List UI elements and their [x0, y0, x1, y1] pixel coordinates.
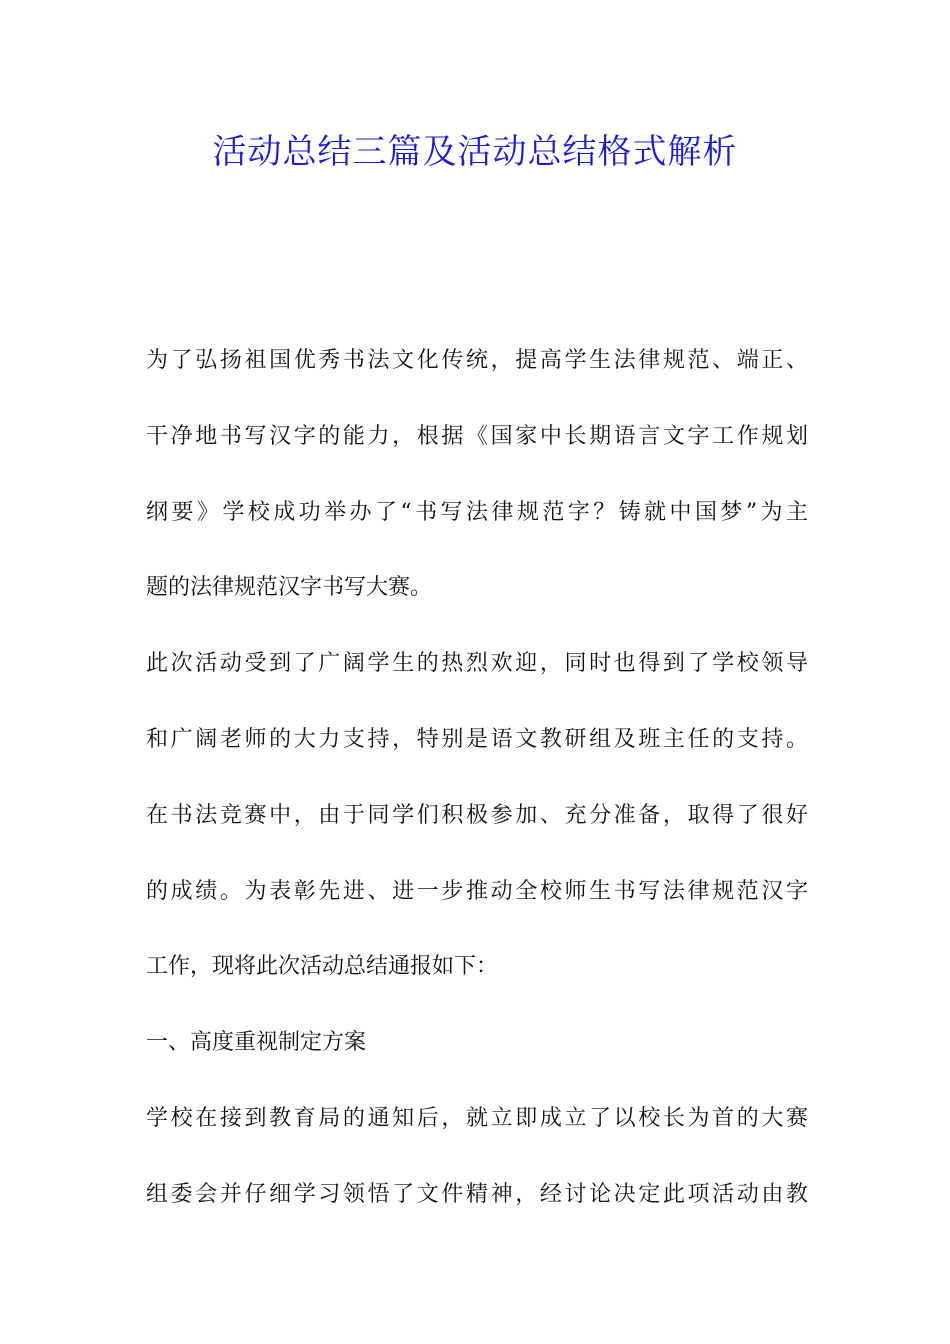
body-line: 此次活动受到了广阔学生的热烈欢迎，同时也得到了学校领导: [146, 651, 808, 677]
document-title: 活动总结三篇及活动总结格式解析: [212, 132, 738, 172]
body-line: 一、高度重视制定方案: [146, 1030, 367, 1056]
body-line: 学校在接到教育局的通知后，就立即成立了以校长为首的大赛: [146, 1105, 808, 1131]
body-line: 为了弘扬祖国优秀书法文化传统，提高学生法律规范、端正、: [146, 348, 808, 373]
body-line: 组委会并仔细学习领悟了文件精神，经讨论决定此项活动由教: [146, 1181, 808, 1207]
body-line: 的成绩。为表彰先进、进一步推动全校师生书写法律规范汉字: [146, 878, 808, 904]
body-line: 和广阔老师的大力支持，特别是语文教研组及班主任的支持。: [146, 726, 808, 752]
body-line: 工作，现将此次活动总结通报如下：: [146, 954, 499, 980]
body-line: 题的法律规范汉字书写大赛。: [146, 575, 433, 601]
body-line: 纲要》学校成功举办了“书写法律规范字？铸就中国梦”为主: [146, 499, 808, 525]
document-body: [146, 336, 808, 1246]
body-line: 在书法竞赛中，由于同学们积极参加、充分准备，取得了很好: [146, 802, 808, 828]
body-line: 干净地书写汉字的能力，根据《国家中长期语言文字工作规划: [146, 423, 808, 449]
